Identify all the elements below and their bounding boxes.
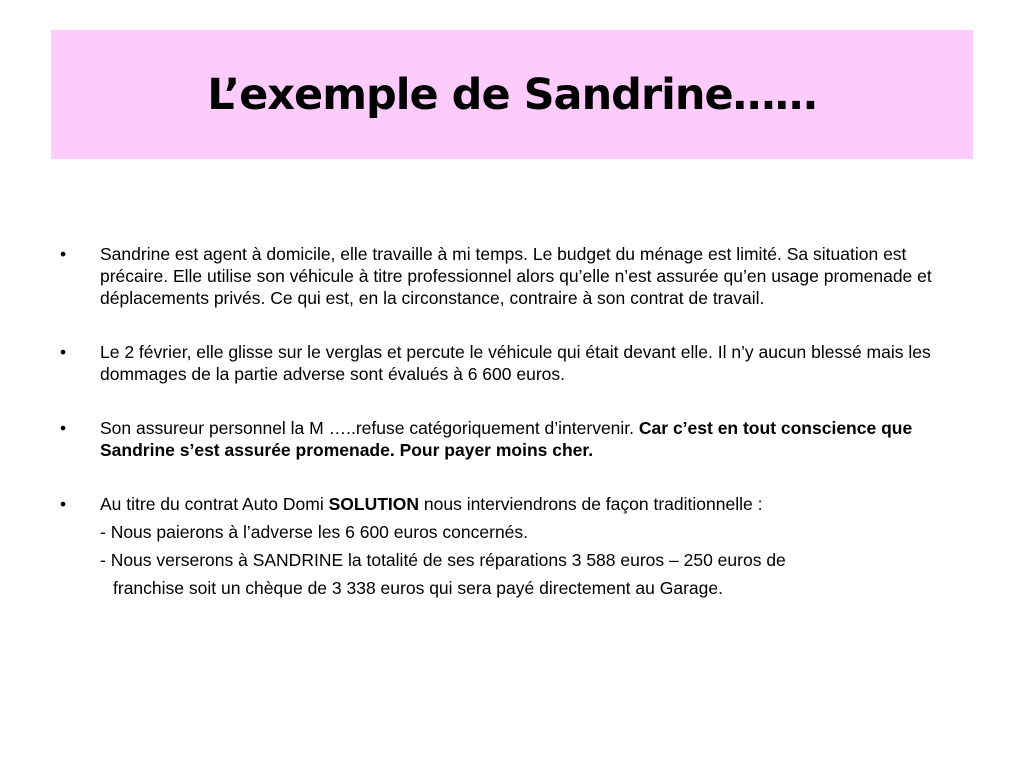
list-item bbox=[60, 341, 972, 385]
insurer-refusal-text: Son assureur personnel la M …..refuse catégoriquement d’intervenir. bbox=[100, 418, 639, 438]
bullet-text-contract bbox=[100, 493, 972, 515]
list-item bbox=[60, 417, 972, 461]
sub-item-adverse-payment: - Nous paierons à l’adverse les 6 600 euros concernés. bbox=[100, 522, 529, 542]
list-item bbox=[60, 493, 972, 515]
contract-name-bold: SOLUTION bbox=[328, 494, 420, 514]
bullet-text-accident: Le 2 février, elle glisse sur le verglas et percute le véhicule qui était devant elle. Il n’y aucun blessé mais les dommages de la partie adverse sont évalués à 6 600 euros. bbox=[100, 342, 931, 384]
sub-item-repairs-line1: - Nous verserons à SANDRINE la totalité de ses réparations 3 588 euros – 250 euros de bbox=[100, 550, 786, 570]
contract-outro-text: nous interviendrons de façon traditionnelle : bbox=[419, 494, 763, 514]
page-title: L’exemple de Sandrine…… bbox=[207, 69, 817, 120]
spacer bbox=[60, 461, 972, 493]
title-banner bbox=[51, 30, 973, 159]
bullet-text-situation: Sandrine est agent à domicile, elle travaille à mi temps. Le budget du ménage est limité. Sa situation est précaire. Elle utilise son véhicule à titre professionnel alors qu’elle n’est assurée qu’en usage promenade et déplacements privés. Ce qui est, en la circonstance, contraire à son contrat de travail. bbox=[100, 244, 932, 308]
bullet-list bbox=[60, 243, 972, 599]
list-item bbox=[60, 243, 972, 309]
bullet-icon: • bbox=[60, 418, 67, 438]
bullet-icon: • bbox=[60, 244, 67, 264]
contract-intro-text: Au titre du contrat Auto Domi bbox=[100, 494, 329, 514]
sub-item-repairs-line2: franchise soit un chèque de 3 338 euros qui sera payé directement au Garage. bbox=[113, 578, 723, 598]
spacer bbox=[60, 309, 972, 341]
bullet-icon: • bbox=[60, 342, 67, 362]
bullet-text-insurer bbox=[100, 417, 972, 461]
spacer bbox=[60, 385, 972, 417]
bullet-icon: • bbox=[60, 494, 67, 514]
insurer-reason-bold: Car c’est en tout conscience que Sandrine s’est assurée promenade. Pour payer moins cher. bbox=[100, 418, 913, 460]
